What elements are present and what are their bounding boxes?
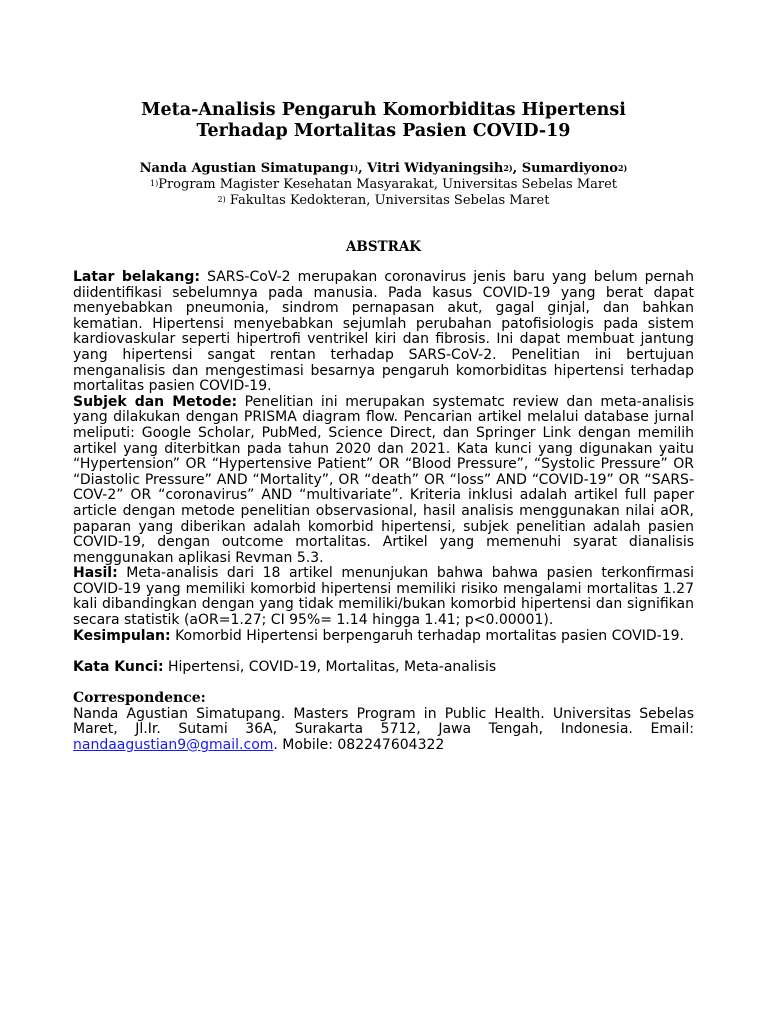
affiliation-2 [73,193,694,209]
conclusion-text: Komorbid Hipertensi berpengaruh terhadap mortalitas pasien COVID-19. [170,627,684,644]
spacer [73,644,694,660]
author-name: Sumardiyono [521,161,618,176]
author-affiliation-mark: 1) [348,163,359,173]
author-affiliation-mark: 2) [503,163,513,173]
mobile-text: . Mobile: 082247604322 [273,736,445,753]
affiliation-mark: 1) [149,179,159,188]
author-list [73,161,694,177]
correspondence-block [73,707,694,754]
title-line-2: Terhadap Mortalitas Pasien COVID-19 [196,121,571,141]
author-affiliation-mark: 2) [617,163,628,173]
author-name: Nanda Agustian Simatupang [139,161,349,176]
spacer [73,675,694,691]
background-label: Latar belakang: [73,269,201,285]
correspondence-text: Nanda Agustian Simatupang. Masters Program in Public Health. Universitas Sebelas Maret, Jl.Ir. Sutami 36A, Surakarta 5712, Jawa Tengah, Indonesia. Email: [73,705,694,738]
methods-text: Penelitian ini merupakan systematc review dan meta-analisis yang dilakukan dengan PRISMA diagram flow. Pencarian artikel melalui database jurnal meliputi: Google Scholar, PubMed, Science Direct, dan Springer Link dengan memilih artikel yang diterbitkan pada tahun 2020 dan 2021. Kata kunci yang digunakan yaitu “Hypertension” OR “Hypertensive Patient” OR “Blood Pressure”, “Systolic Pressure” OR “Diastolic Pressure” AND “Mortality”, OR “death” OR “loss” AND “COVID-19” OR “SARS-COV-2” OR “coronavirus” AND “multivariate”. Kriteria inklusi adalah artikel full paper article dengan metode penelitian observasional, hasil analisis menggunakan nilai aOR, paparan yang diberikan adalah komorbid hipertensi, subjek penelitian adalah pasien COVID-19, dengan outcome mortalitas. Artikel yang memenuhi syarat dianalisis menggunakan aplikasi Revman 5.3. [73,393,694,566]
abstract-background [73,270,694,395]
abstract-methods [73,395,694,567]
author-name: Vitri Widyaningsih [367,161,504,176]
keywords [73,660,694,676]
paper-title [73,100,694,142]
background-text: SARS-CoV-2 merupakan coronavirus jenis baru yang belum pernah diidentifikasi sebelumnya pada manusia. Pada kasus COVID-19 yang berat dapat menyebabkan pneumonia, sindrom pernapasan akut, gagal ginjal, dan bahkan kematian. Hipertensi menyebabkan sejumlah perubahan patofisiologis pada sistem kardiovaskular seperti hipertrofi ventrikel kiri dan fibrosis. Ini dapat membuat jantung yang hipertensi sangat rentan terhadap SARS-CoV-2. Penelitian ini bertujuan menganalisis dan mengestimasi besarnya pengaruh komorbiditas hipertensi terhadap mortalitas pasien COVID-19. [73,269,694,395]
abstract-body [73,270,694,753]
title-line-1: Meta-Analisis Pengaruh Komorbiditas Hipertensi [141,100,626,120]
results-text: Meta-analisis dari 18 artikel menunjukan bahwa bahwa pasien terkonfirmasi COVID-19 yang memiliki komorbid hipertensi memiliki risiko mengalami mortalitas 1.27 kali dibandingkan dengan yang tidak memiliki/bukan komorbid hipertensi dan signifikan secara statistik (aOR=1.27; CI 95%= 1.14 hingga 1.41; p<0.00001). [73,565,694,629]
keywords-text: Hipertensi, COVID-19, Mortalitas, Meta-analisis [163,658,497,675]
methods-label: Subjek dan Metode: [73,393,238,410]
correspondence-heading [73,691,694,707]
correspondence-label: Correspondence: [73,690,206,707]
abstract-conclusion [73,629,694,645]
affiliation-mark: 2) [217,195,226,204]
abstract-results [73,566,694,628]
conclusion-label: Kesimpulan: [73,627,171,644]
affiliation-text: Program Magister Kesehatan Masyarakat, Universitas Sebelas Maret [158,177,618,192]
results-label: Hasil: [73,565,118,582]
author-separator: , [512,161,522,176]
email-link[interactable]: nandaagustian9@gmail.com [73,736,274,753]
affiliation-text: Fakultas Kedokteran, Universitas Sebelas Maret [225,193,550,208]
paper-page [73,100,694,753]
affiliation-1 [73,177,694,193]
author-separator: , [358,161,368,176]
keywords-label: Kata Kunci: [73,658,164,675]
abstract-heading: ABSTRAK [345,239,422,255]
